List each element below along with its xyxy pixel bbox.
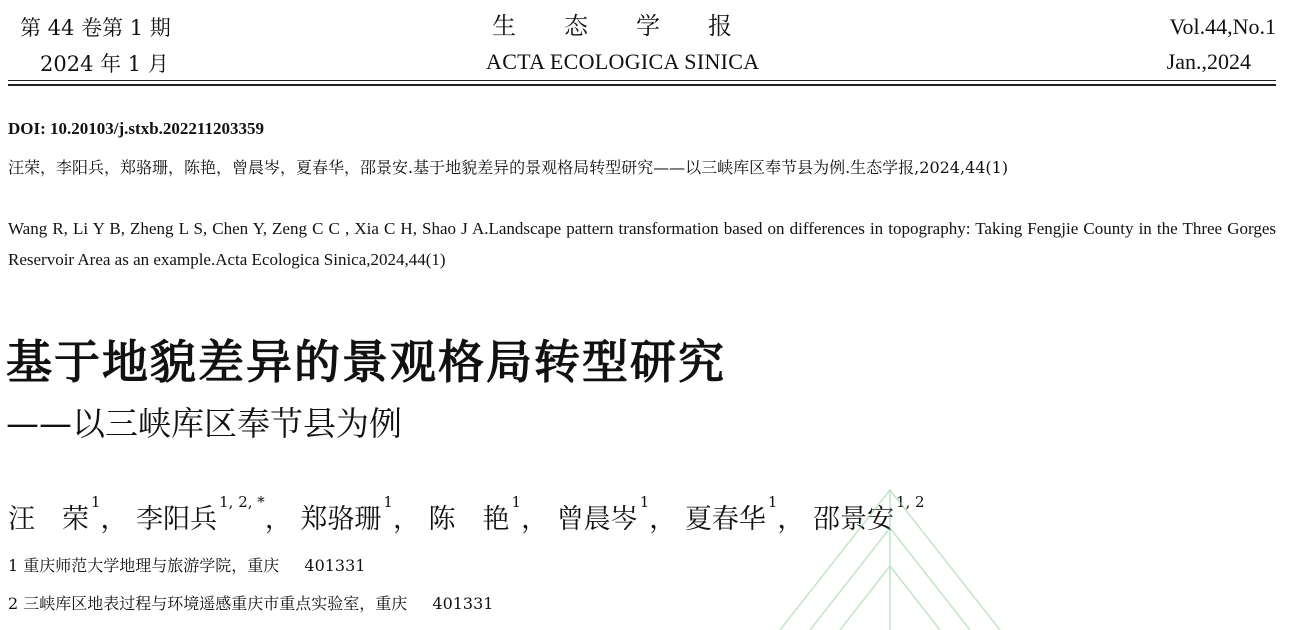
issue-volume: 第 44 卷第 1 期 (20, 16, 171, 40)
paper-title: 基于地貌差异的景观格局转型研究 (6, 335, 726, 389)
author: 李阳兵$^{1, 2, *}$， (136, 493, 292, 535)
issue-date-en: Jan.,2024 (1166, 49, 1251, 74)
citation-en: Wang R, Li Y B, Zheng L S, Chen Y, Zeng C C , Xia C H, Shao J A.Landscape pattern transformation based on differences in topography: Taking Fengjie County in the Three Gorges Reservoir Area as an example.Acta Ecologica Sinica,2024,44(1) (8, 219, 1276, 269)
affiliation-2: 2 三峡库区地表过程与环境遥感重庆市重点实验室，重庆 401331 (8, 594, 494, 613)
journal-title-cn: 生态学报 (492, 12, 780, 40)
citation-cn: 汪荣，李阳兵，郑骆珊，陈艳，曾晨岑，夏春华，邵景安.基于地貌差异的景观格局转型研究——以三峡库区奉节县为例.生态学报,2024,44(1) (8, 158, 1009, 177)
header-rule-thin (8, 80, 1276, 81)
issue-volume-en: Vol.44,No.1 (1169, 14, 1276, 39)
doi[interactable]: DOI: 10.20103/j.stxb.202211203359 (8, 119, 264, 138)
author: 郑骆珊$^1$， (300, 493, 420, 535)
watermark-logo-icon (740, 470, 1040, 630)
header-rule-thick (8, 84, 1276, 86)
author: 邵景安$^{1, 2}$ (812, 493, 925, 535)
author: 曾晨岑$^1$， (556, 493, 677, 535)
author: 夏春华$^1$， (684, 493, 805, 535)
journal-title-en: ACTA ECOLOGICA SINICA (486, 49, 760, 74)
issue-date: 2024 年 1 月 (40, 52, 169, 76)
author: 汪 荣$^1$， (8, 493, 128, 535)
paper-subtitle: ——以三峡库区奉节县为例 (6, 404, 402, 443)
affiliation-1: 1 重庆师范大学地理与旅游学院，重庆 401331 (8, 556, 366, 575)
author: 陈 艳$^1$， (428, 493, 549, 535)
